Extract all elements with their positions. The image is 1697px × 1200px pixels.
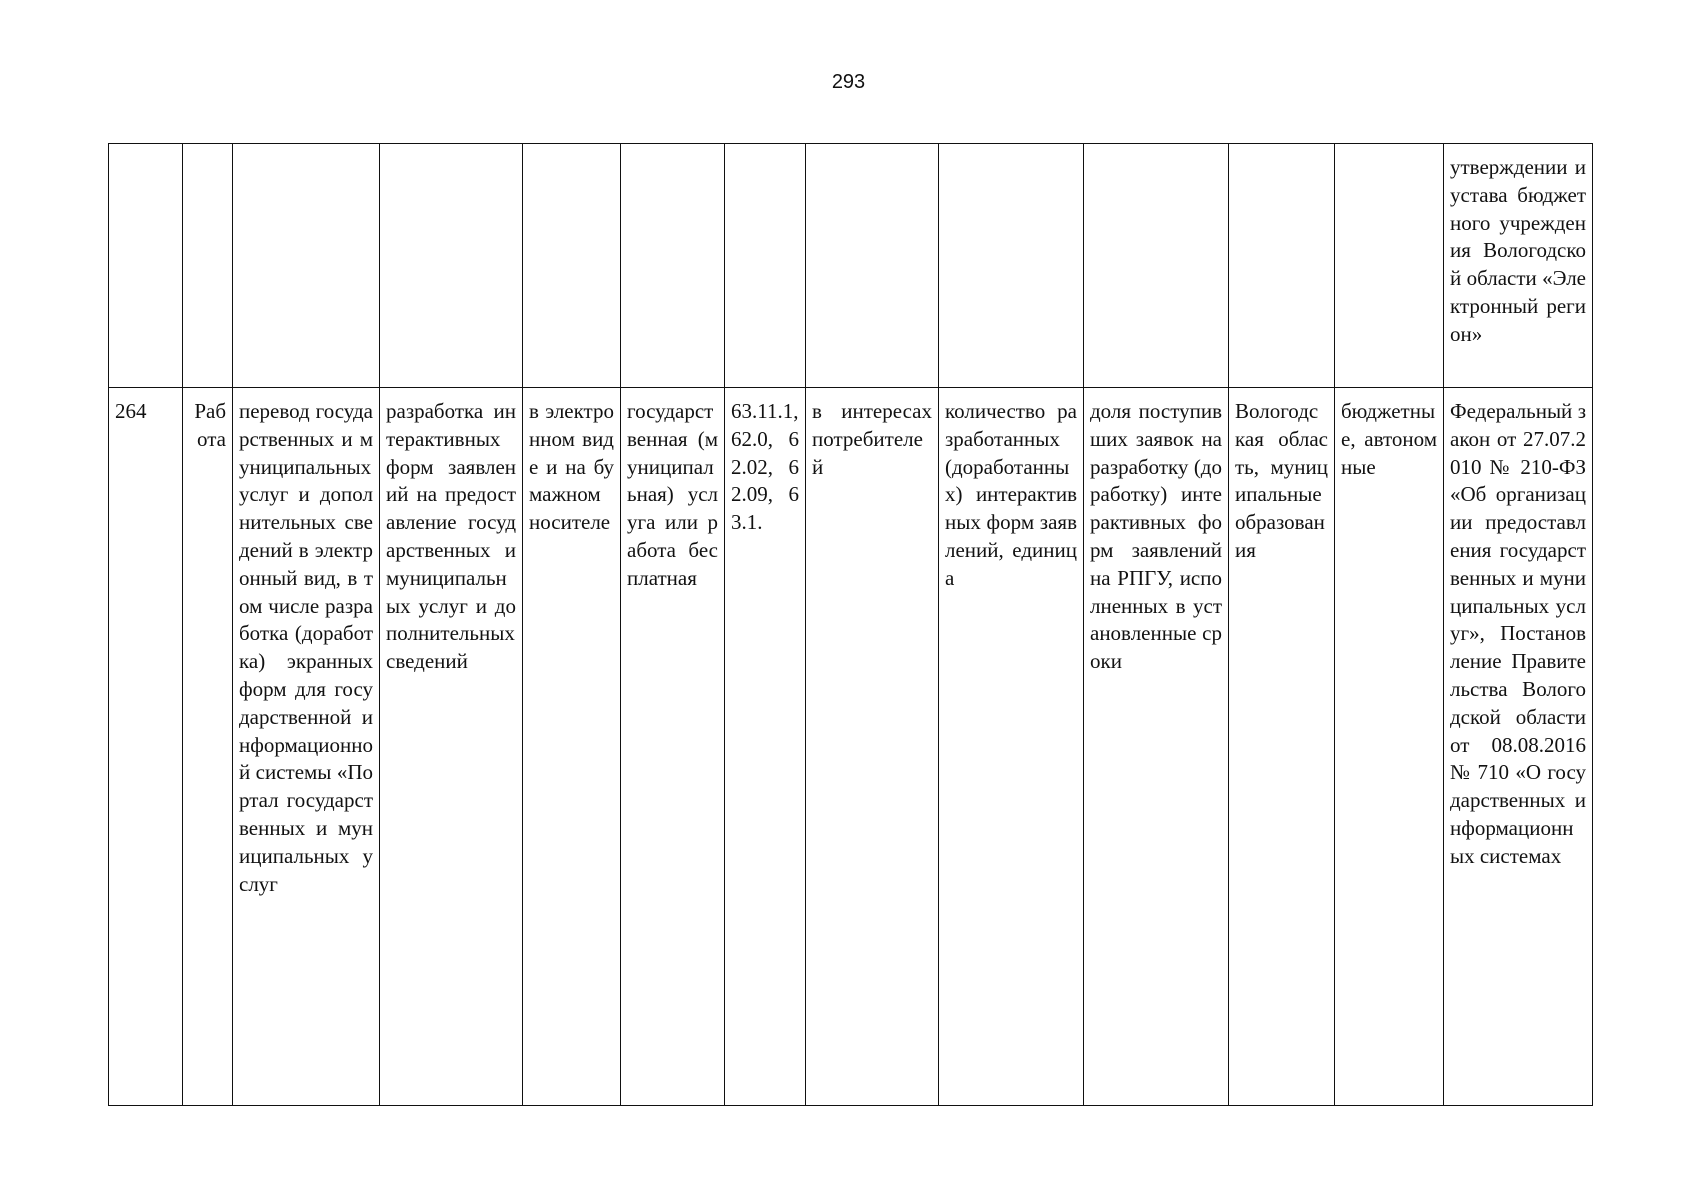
page-number: 293: [831, 71, 866, 93]
cell-empty: [109, 144, 183, 388]
cell-service-name: перевод государственных и муниципальных услуг и дополнительных сведений в электронный вид, в том числе разработка (доработка) экранных форм для государственной информационной системы «Портал государственных и муниципальных услуг: [233, 388, 380, 1106]
table-row-continuation: [109, 144, 1593, 388]
cell-legal-basis: Федеральный закон от 27.07.2010 № 210-ФЗ «Об организации предоставления государственных и муниципальных услуг», Постановление Правительства Вологодской области от 08.08.2016 № 710 «О государственных информационных системах: [1444, 388, 1593, 1106]
cell-row-number: 264: [109, 388, 183, 1106]
cell-consumer-category: в интересах потребителей: [806, 388, 939, 1106]
cell-empty: [380, 144, 523, 388]
cell-service-content: разработка интерактивных форм заявлений на предоставление государственных и муниципальных услуг и дополнительных сведений: [380, 388, 523, 1106]
cell-empty: [1335, 144, 1444, 388]
registry-table: [108, 143, 1593, 1106]
cell-empty: [1229, 144, 1335, 388]
cell-empty: [233, 144, 380, 388]
cell-empty: [621, 144, 725, 388]
cell-institution-type: бюджетные, автономные: [1335, 388, 1444, 1106]
cell-service-conditions: в электронном виде и на бумажном носителе: [523, 388, 621, 1106]
cell-payment-terms: государственная (муниципальная) услуга или работа бесплатная: [621, 388, 725, 1106]
cell-territory: Вологодская область, муниципальные образования: [1229, 388, 1335, 1106]
cell-quality-indicator: доля поступивших заявок на разработку (доработку) интерактивных форм заявлений на РПГУ, исполненных в установленные сроки: [1084, 388, 1229, 1106]
cell-empty: [806, 144, 939, 388]
cell-empty: [939, 144, 1084, 388]
cell-volume-indicator: количество разработанных (доработанных) интерактивных форм заявлений, единица: [939, 388, 1084, 1106]
table-row: [109, 388, 1593, 1106]
cell-okved-codes: 63.11.1, 62.0, 62.02, 62.09, 63.1.: [725, 388, 806, 1106]
cell-empty: [183, 144, 233, 388]
cell-empty: [1084, 144, 1229, 388]
cell-legal-basis-continued: утверждении и устава бюджетного учреждения Вологодской области «Электронный регион»: [1444, 144, 1593, 388]
cell-service-type: Работа: [183, 388, 233, 1106]
cell-empty: [725, 144, 806, 388]
cell-empty: [523, 144, 621, 388]
